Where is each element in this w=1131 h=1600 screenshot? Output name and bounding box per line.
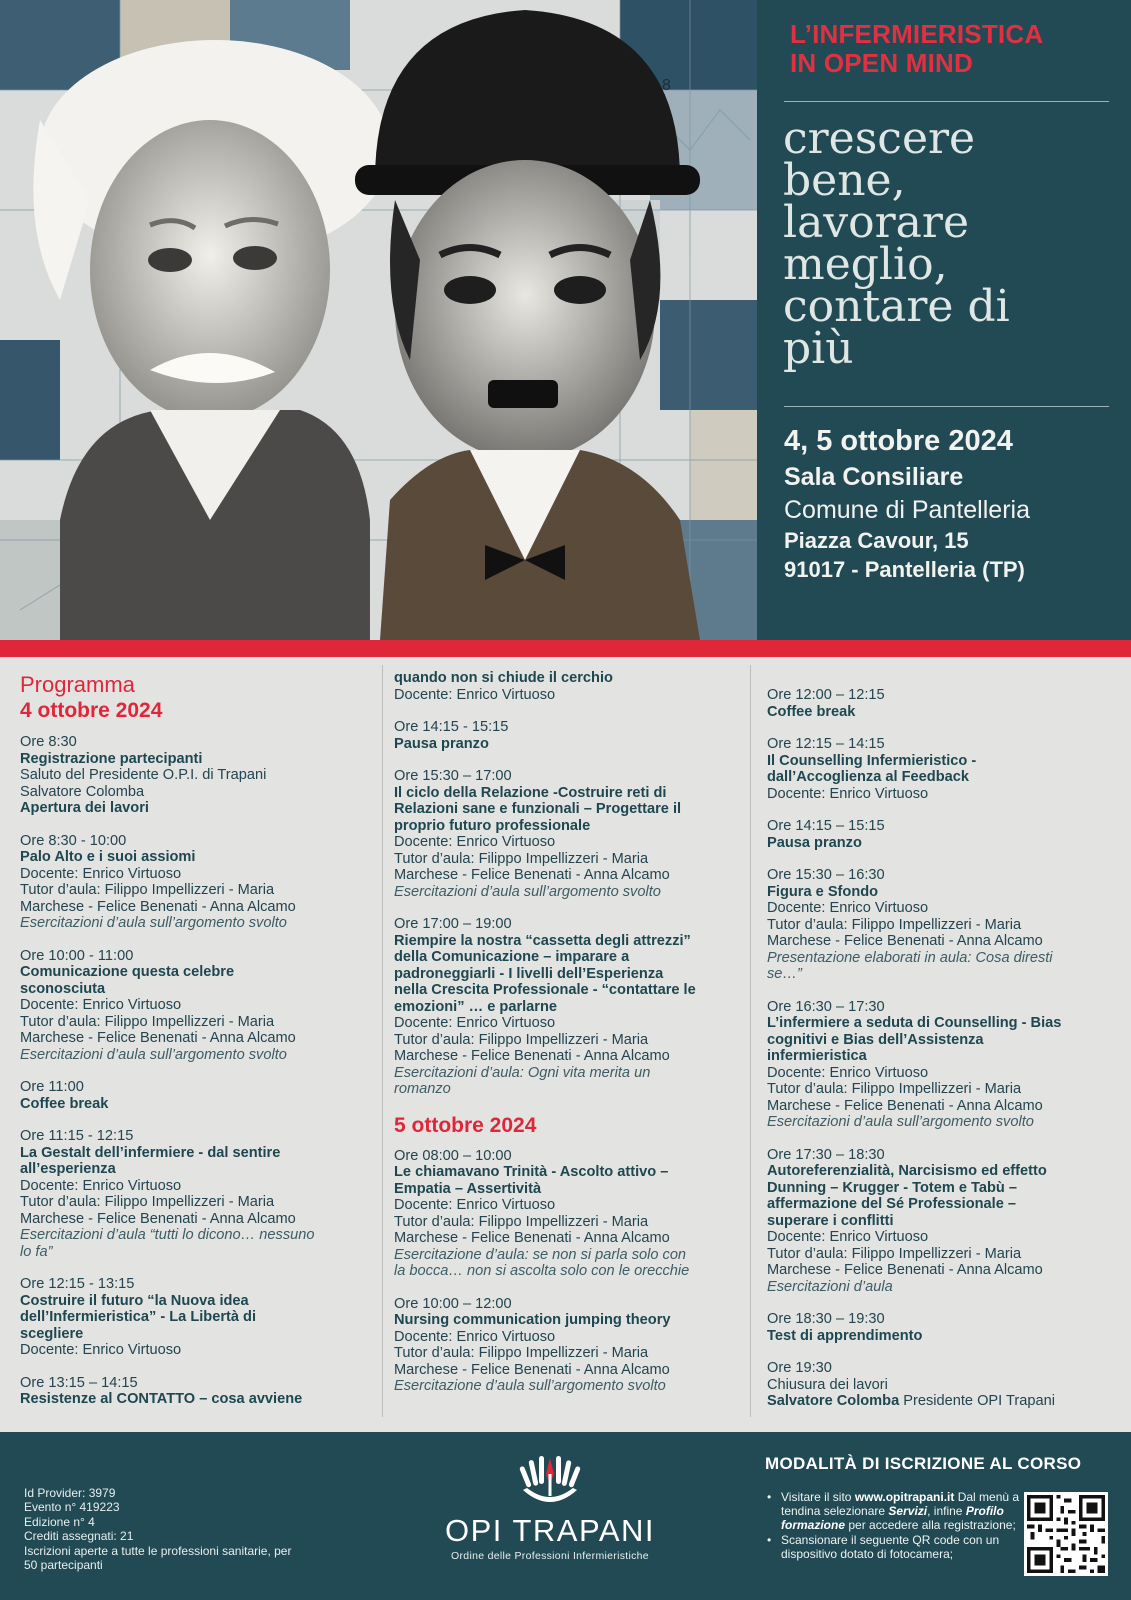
session-title: L’infermiere a seduta di Counselling - Bias [767,1015,1062,1031]
session-time: Ore 12:15 - 13:15 [20,1276,135,1292]
collage-number: 8 [662,77,671,94]
session-title: nella Crescita Professionale - “contattare le [394,982,696,998]
session-block [394,670,739,703]
session-block [767,687,1117,720]
session-time: Ore 18:30 – 19:30 [767,1311,885,1327]
session-time: Ore 17:30 – 18:30 [767,1146,885,1163]
program-column-2 [394,670,739,1411]
session-detail: Marchese - Felice Benenati - Anna Alcamo [767,933,1043,949]
session-block [20,1079,372,1112]
closing-line [767,1393,1117,1410]
session-detail: Marchese - Felice Benenati - Anna Alcamo [394,1230,670,1246]
session-title: Test di apprendimento [767,1327,923,1344]
session-title: Coffee break [20,1095,109,1112]
session-block [767,867,1117,983]
session-block [20,734,372,817]
website-link[interactable]: www.opitrapani.it [854,1490,955,1504]
session-title: dall’Accoglienza al Feedback [767,769,969,785]
session-time: Ore 19:30 [767,1360,832,1376]
session-block [394,1296,739,1395]
session-title: superare i conflitti [767,1212,894,1229]
subtitle-line: contare di [783,281,1010,332]
session-note: se…” [767,966,802,982]
session-note: Esercitazioni d’aula “tutti lo dicono… nessuno [20,1227,315,1243]
event-date: 4, 5 ottobre 2024 [784,425,1013,457]
session-list [20,734,372,1408]
session-time: Ore 8:30 [20,734,77,750]
session-note: lo fa” [20,1243,53,1260]
session-time: Ore 16:30 – 17:30 [767,998,885,1015]
session-note: Esercitazioni d’aula sull’argomento svolto [767,1114,1034,1130]
event-kicker-line2: IN OPEN MIND [790,48,973,78]
session-detail: Marchese - Felice Benenati - Anna Alcamo [20,1030,296,1046]
session-title: Il ciclo della Relazione -Costruire reti di [394,784,667,801]
session-block [767,999,1117,1131]
session-title: della Comunicazione – imparare a [394,949,630,965]
session-block [767,818,1117,851]
accreditation-info [24,1486,354,1572]
session-detail: Marchese - Felice Benenati - Anna Alcamo [767,1097,1043,1114]
session-time: Ore 12:15 – 14:15 [767,736,885,752]
session-note: Esercitazioni d’aula: Ogni vita merita un [394,1064,651,1081]
session-block [767,1147,1117,1296]
session-title: Coffee break [767,703,856,720]
menu-profile: Profilo formazione [781,1504,1004,1533]
step-text: per accedere alla registrazione; [845,1518,1016,1533]
session-title: infermieristica [767,1048,867,1064]
session-time: Ore 14:15 - 15:15 [394,719,509,735]
session-time: Ore 15:30 – 16:30 [767,867,885,883]
session-detail: Marchese - Felice Benenati - Anna Alcamo [20,898,296,915]
session-time: Ore 12:00 – 12:15 [767,687,885,703]
session-time: Ore 11:15 - 12:15 [20,1128,134,1144]
session-detail: Marchese - Felice Benenati - Anna Alcamo [20,1210,296,1227]
session-detail: Docente: Enrico Virtuoso [394,1197,556,1213]
session-detail: Marchese - Felice Benenati - Anna Alcamo [394,1361,670,1378]
registration-heading: MODALITÀ DI ISCRIZIONE AL CORSO [765,1454,1082,1473]
session-detail: Tutor d’aula: Filippo Impellizzeri - Maria [20,882,275,898]
hero-banner [0,0,1131,640]
session-detail: Docente: Enrico Virtuoso [20,1177,182,1194]
step-text: , infine [927,1504,966,1519]
session-title: Palo Alto e i suoi assiomi [20,849,196,865]
menu-services: Servizi [888,1504,928,1519]
event-venue: Sala Consiliare [784,463,964,491]
session-detail: Docente: Enrico Virtuoso [20,865,182,882]
closing-name: Salvatore Colomba [767,1393,900,1409]
session-title: Figura e Sfondo [767,883,879,900]
registration-steps [765,1490,1025,1561]
session-title: emozioni” … e parlarne [394,998,558,1015]
session-time: Ore 08:00 – 10:00 [394,1147,512,1164]
meta-line: Id Provider: 3979 [24,1486,116,1500]
session-title: Pausa pranzo [394,735,489,752]
session-time: Ore 13:15 – 14:15 [20,1374,138,1391]
session-detail: Tutor d’aula: Filippo Impellizzeri - Maria [394,850,649,867]
session-title: Empatia – Assertività [394,1180,542,1197]
session-time: Ore 15:30 – 17:00 [394,768,512,784]
session-time: Ore 17:00 – 19:00 [394,916,512,932]
event-kicker-line1: L’INFERMIERISTICA [790,19,1044,49]
logo-name: OPI TRAPANI [444,1513,655,1548]
meta-line: Crediti assegnati: 21 [24,1529,134,1544]
event-subtitle [783,113,1113,374]
session-list [394,1148,739,1395]
session-detail: Tutor d’aula: Filippo Impellizzeri - Maria [20,1013,275,1030]
event-address-line1: Piazza Cavour, 15 [784,528,969,553]
session-time: Ore 10:00 - 11:00 [20,947,134,964]
session-note: la bocca… non si ascolta solo con le orecchie [394,1263,690,1279]
session-note: Esercitazioni d’aula sull’argomento svolto [20,1046,287,1063]
meta-line: 50 partecipanti [24,1558,103,1573]
session-title: quando non si chiude il cerchio [394,670,613,686]
program-column-1 [20,671,372,1424]
day1-heading: 4 ottobre 2024 [20,699,163,722]
session-note: Esercitazione d’aula sull’argomento svolto [394,1378,666,1394]
session-title: Comunicazione questa celebre [20,964,235,980]
session-block [394,1148,739,1280]
session-title: Apertura dei lavori [20,800,149,816]
registration-step [765,1490,1025,1533]
session-title: sconosciuta [20,980,106,997]
opi-emblem-icon [515,1454,585,1510]
session-detail: Docente: Enrico Virtuoso [394,1015,556,1031]
qr-code-icon [1027,1495,1105,1573]
subtitle-line: lavorare [783,197,969,248]
session-block [767,1360,1117,1410]
session-note: Esercitazioni d’aula [767,1278,893,1295]
step-text: Dal menù a tendina selezionare [781,1490,1020,1519]
registration-step: • Scansionare il seguente QR code con un dispositivo dotato di fotocamera; [765,1533,1025,1561]
subtitle-line: più [783,323,854,374]
session-detail: Docente: Enrico Virtuoso [394,686,556,703]
session-title: cognitivi e Bias dell’Assistenza [767,1031,984,1048]
session-note: Esercitazioni d’aula sull’argomento svolto [394,883,661,900]
session-detail: Marchese - Felice Benenati - Anna Alcamo [767,1262,1043,1278]
session-block [20,1128,372,1260]
program-section [0,657,1131,1432]
portrait-right [355,10,700,640]
hero-title-panel [757,0,1131,640]
session-detail: Docente: Enrico Virtuoso [394,1328,556,1345]
session-title: Resistenze al CONTATTO – cosa avviene [20,1391,303,1407]
session-title: Dunning – Krugger - Totem e Tabù – [767,1179,1017,1196]
session-detail: Tutor d’aula: Filippo Impellizzeri - Maria [767,916,1022,933]
session-time: Ore 11:00 [20,1079,84,1095]
session-detail: Chiusura dei lavori [767,1376,888,1393]
session-block [20,1276,372,1359]
session-title: La Gestalt dell’infermiere - dal sentire [20,1144,281,1161]
session-note: romanzo [394,1081,451,1097]
hero-collage-illustration [0,0,757,640]
session-detail: Tutor d’aula: Filippo Impellizzeri - Maria [767,1081,1022,1097]
session-title: affermazione del Sé Professionale – [767,1196,1016,1212]
session-title: Riempire la nostra “cassetta degli attrezzi” [394,932,691,949]
column-divider [382,665,383,1417]
session-detail: Marchese - Felice Benenati - Anna Alcamo [394,867,670,883]
session-title: Relazioni sane e funzionali – Progettare il [394,801,682,817]
session-detail: Marchese - Felice Benenati - Anna Alcamo [394,1048,670,1064]
program-column-3 [767,687,1117,1426]
session-detail: Tutor d’aula: Filippo Impellizzeri - Maria [767,1245,1022,1262]
session-block [20,1375,372,1408]
session-detail: Tutor d’aula: Filippo Impellizzeri - Maria [20,1194,275,1210]
session-time: Ore 14:15 – 15:15 [767,818,885,834]
session-detail: Docente: Enrico Virtuoso [767,1229,929,1245]
logo-subtitle: Ordine delle Professioni Infermieristiche [451,1550,649,1562]
event-kicker [790,20,1110,78]
footer [0,1432,1131,1600]
closing-role: Presidente OPI Trapani [899,1393,1055,1409]
session-list [394,670,739,1098]
program-heading: Programma [20,672,135,697]
session-note: Esercitazioni d’aula sull’argomento svolto [20,915,287,931]
session-detail: Docente: Enrico Virtuoso [20,997,182,1013]
session-title: Autoreferenzialità, Narcisismo ed effetto [767,1163,1047,1179]
session-title: dell’Infermieristica” - La Libertà di [20,1309,256,1325]
session-title: Nursing communication jumping theory [394,1312,671,1328]
session-title: Le chiamavano Trinità - Ascolto attivo – [394,1164,669,1180]
session-title: padroneggiarli - I livelli dell’Esperienza [394,965,664,982]
session-title: proprio futuro professionale [394,817,591,834]
session-block [767,736,1117,802]
meta-line: Edizione n° 4 [24,1514,95,1529]
session-note: Presentazione elaborati in aula: Cosa diresti [767,949,1053,966]
session-time: Ore 10:00 – 12:00 [394,1295,512,1312]
session-title: scegliere [20,1325,84,1342]
session-detail: Saluto del Presidente O.P.I. di Trapani [20,767,267,783]
divider-top [784,101,1109,102]
session-detail: Docente: Enrico Virtuoso [394,834,556,850]
session-block [767,1311,1117,1344]
session-title: Il Counselling Infermieristico - [767,752,977,769]
accent-band [0,640,1131,657]
day2-heading: 5 ottobre 2024 [394,1113,537,1137]
session-block [394,768,739,900]
session-detail: Tutor d’aula: Filippo Impellizzeri - Maria [394,1031,649,1048]
opi-logo [425,1454,675,1562]
column-divider [750,665,751,1417]
divider-bottom [784,406,1109,407]
session-title: Registrazione partecipanti [20,750,203,767]
session-detail: Docente: Enrico Virtuoso [767,1064,929,1081]
session-block [394,916,739,1098]
session-title: Pausa pranzo [767,834,862,851]
session-detail: Docente: Enrico Virtuoso [20,1342,182,1358]
event-municipality: Comune di Pantelleria [784,496,1030,524]
subtitle-line: meglio, [783,239,948,290]
session-detail: Salvatore Colomba [20,783,145,800]
step-text: Visitare il sito [781,1490,855,1504]
session-detail: Tutor d’aula: Filippo Impellizzeri - Maria [394,1345,649,1361]
session-list [767,687,1117,1410]
subtitle-line: crescere [783,113,976,164]
session-detail: Tutor d’aula: Filippo Impellizzeri - Maria [394,1213,649,1230]
session-block [394,719,739,752]
session-note: Esercitazione d’aula: se non si parla solo con [394,1246,687,1263]
session-time: Ore 8:30 - 10:00 [20,832,127,849]
subtitle-line: bene, [783,155,906,206]
session-title: all’esperienza [20,1161,116,1177]
qr-code[interactable] [1024,1492,1108,1576]
event-address-line2: 91017 - Pantelleria (TP) [784,557,1025,582]
session-title: Costruire il futuro “la Nuova idea [20,1292,249,1309]
meta-line: Iscrizioni aperte a tutte le professioni sanitarie, per [24,1543,292,1558]
session-block [20,833,372,932]
session-detail: Docente: Enrico Virtuoso [767,785,929,802]
meta-line: Evento n° 419223 [24,1500,120,1515]
session-detail: Docente: Enrico Virtuoso [767,900,929,916]
session-block [20,948,372,1064]
